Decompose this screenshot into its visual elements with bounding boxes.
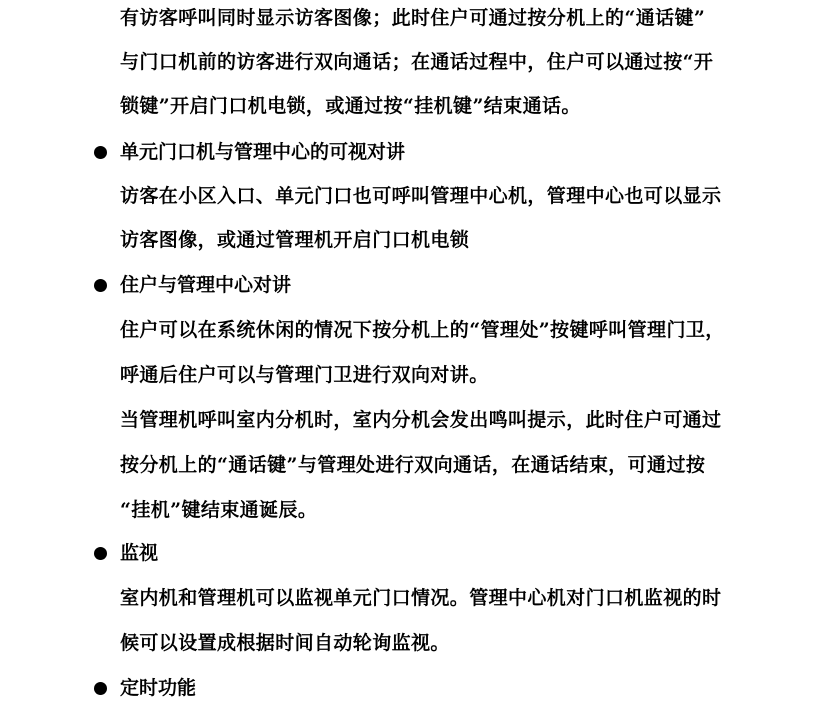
paragraph-line: “挂机”键结束通诞辰。 [120, 499, 318, 521]
bullet-icon [94, 146, 107, 159]
paragraph-line: 住户可以在系统休闲的情况下按分机上的“管理处”按键呼叫管理门卫， [120, 319, 725, 341]
section-heading-text: 定时功能 [120, 677, 197, 699]
paragraph-line: 室内机和管理机可以监视单元门口情况。管理中心机对门口机监视的时 [120, 587, 722, 609]
paragraph-line: 按分机上的“通话键”与管理处进行双向通话，在通话结束，可通过按 [120, 454, 706, 476]
section-heading [94, 270, 291, 300]
section-heading [94, 673, 196, 703]
section-heading-text: 监视 [120, 542, 159, 564]
paragraph-line: 访客在小区入口、单元门口也可呼叫管理中心机，管理中心也可以显示 [120, 185, 722, 207]
bullet-icon [94, 682, 107, 695]
section-heading-text: 住户与管理中心对讲 [120, 274, 292, 296]
section-heading [94, 538, 158, 568]
section-heading-text: 单元门口机与管理中心的可视对讲 [120, 141, 406, 163]
paragraph-line: 当管理机呼叫室内分机时，室内分机会发出鸣叫提示，此时住户可通过 [120, 409, 722, 431]
paragraph-line: 呼通后住户可以与管理门卫进行双向对讲。 [120, 364, 489, 386]
bullet-icon [94, 279, 107, 292]
paragraph-line: 访客图像，或通过管理机开启门口机电锁 [120, 229, 470, 251]
paragraph-line: 与门口机前的访客进行双向通话；在通话过程中，住户可以通过按“开 [120, 51, 714, 73]
paragraph-line: 候可以设置成根据时间自动轮询监视。 [120, 632, 450, 654]
section-heading [94, 137, 405, 167]
bullet-icon [94, 547, 107, 560]
paragraph-line: 锁键”开启门口机电锁，或通过按“挂机键”结束通话。 [120, 95, 581, 117]
paragraph-line: 有访客呼叫同时显示访客图像；此时住户可通过按分机上的“通话键” [120, 7, 706, 29]
